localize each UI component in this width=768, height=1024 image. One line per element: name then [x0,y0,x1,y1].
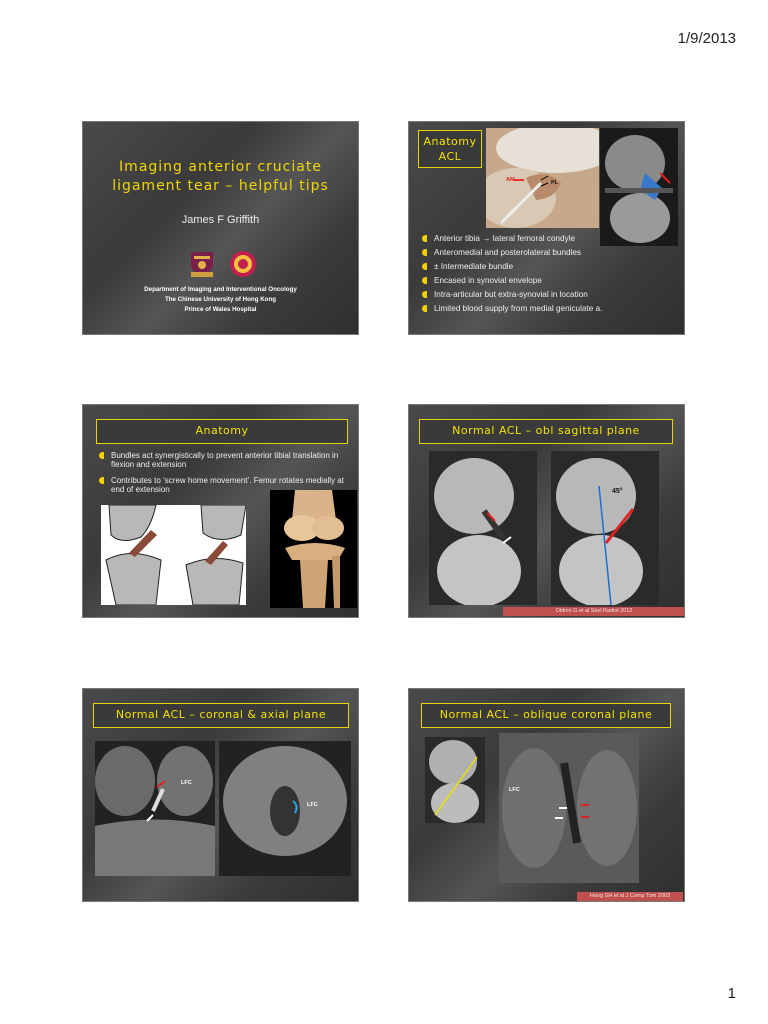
slide-title-box [418,130,482,168]
knee-3d-render [270,490,357,608]
citation: Oldrini G et al Skel Radiol 2012 [503,607,685,616]
bullet-item: Intra-articular but extra-synovial in location [422,290,682,299]
slide-2-anatomy-acl [408,121,685,335]
bullet-item: Bundles act synergistically to prevent anterior tibial translation in flexion and extension [99,451,349,469]
title-line-2: ligament tear – helpful tips [112,178,329,194]
slide-title-box: Normal ACL – obl sagittal plane [419,419,673,444]
title-line-1: Anatomy [423,135,477,148]
bullet-item: Anteromedial and posterolateral bundles [422,248,682,257]
pl-label: PL [551,180,559,186]
slide-title-box: Anatomy [96,419,348,444]
title-line-2: ACL [438,150,462,163]
axial-mri-image [219,741,351,876]
slide-3-anatomy [82,404,359,618]
sagittal-mri-image-1 [429,451,537,605]
acl-bundle-diagram [101,505,246,605]
page-number: 1 [727,985,736,1002]
affiliation [83,285,358,315]
oblique-coronal-mri-image [499,733,639,883]
bullet-item: Limited blood supply from medial geniculate a. [422,304,682,313]
sagittal-mri-image [600,128,678,246]
slide-title [93,158,348,196]
coronal-mri-image [95,741,215,876]
bullet-item: Encased in synovial envelope [422,276,682,285]
bullet-item: ± Intermediate bundle [422,262,682,271]
slide-6-oblique-coronal [408,688,685,902]
slide-1-title [82,121,359,335]
affiliation-line: Prince of Wales Hospital [184,306,257,313]
lfc-label: LFC [181,780,192,786]
slide-title-box: Normal ACL – oblique coronal plane [421,703,671,728]
citation: Hong SH et al J Comp Tom 2003 [577,892,683,901]
university-crest-logo [187,250,217,278]
slide-title-box: Normal ACL – coronal & axial plane [93,703,349,728]
lfc-label: LFC [509,787,520,793]
sagittal-mri-image-2 [551,451,659,605]
bullet-list [422,234,682,318]
angle-label: 45° [612,488,623,495]
title-line-1: Imaging anterior cruciate [119,159,322,175]
am-label: AM [506,177,515,183]
lfc-label: LFC [307,802,318,808]
print-date: 1/9/2013 [677,30,736,47]
slide-4-sagittal [408,404,685,618]
bullet-item: Contributes to ‘screw home movement’. Femur rotates medially at end of extension [99,476,349,494]
hospital-logo [229,250,257,278]
bullet-item: Anterior tibia → lateral femoral condyle [422,234,682,243]
author-name: James F Griffith [181,214,260,226]
affiliation-line: The Chinese University of Hong Kong [164,296,277,303]
slide-5-coronal-axial [82,688,359,902]
arthroscopy-photo [486,128,599,228]
sagittal-localizer-image [425,737,485,823]
affiliation-line: Department of Imaging and Interventional Oncology [144,286,297,293]
